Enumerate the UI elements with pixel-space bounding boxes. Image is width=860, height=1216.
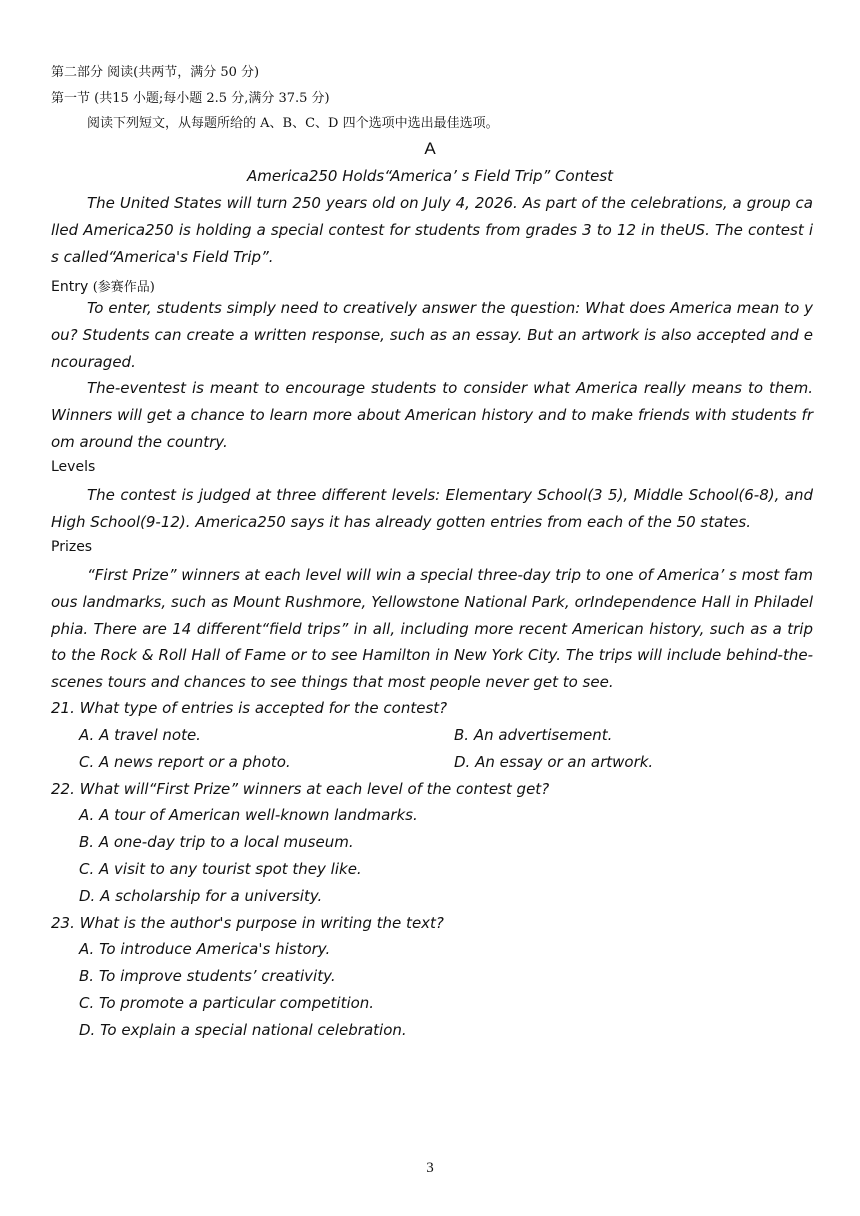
section-heading: 第一节 (共15 小题;每小题 2.5 分,满分 37.5 分): [51, 91, 330, 106]
question-21: 21. What type of entries is accepted for the contest?: [51, 699, 448, 717]
entry-heading-text: Entry: [51, 279, 89, 295]
q22-option-a[interactable]: A. A tour of American well-known landmarks.: [79, 806, 418, 824]
entry-paragraph-1: To enter, students simply need to creatively answer the question: What does America mean to you? Students can create a written response, such as an essay. But an artwork is also accepted and encouraged.: [51, 299, 813, 371]
entry-heading-cn: (参赛作品): [92, 280, 155, 295]
q21-option-a[interactable]: A. A travel note.: [79, 726, 201, 744]
question-23: 23. What is the author's purpose in writing the text?: [51, 914, 444, 932]
passage-letter: A: [424, 139, 436, 158]
q21-option-c[interactable]: C. A news report or a photo.: [79, 753, 291, 771]
levels-paragraph: The contest is judged at three different levels: Elementary School(3 5), Middle School(6-8), and High School(9-12). America250 says it has already gotten entries from each of the 50 states.: [51, 486, 813, 531]
prizes-paragraph: “First Prize” winners at each level will win a special three-day trip to one of America’ s most famous landmarks, such as Mount Rushmore, Yellowstone National Park, orIndependence Hall in Philadelphia. There are 14 different“field trips” in all, including more recent American history, such as a trip to the Rock & Roll Hall of Fame or to see Hamilton in New York City. The trips will include behind-the-scenes tours and chances to see things that most people never get to see.: [51, 566, 813, 692]
q23-option-d[interactable]: D. To explain a special national celebration.: [79, 1021, 407, 1039]
instructions: 阅读下列短文，从每题所给的 A、B、C、D 四个选项中选出最佳选项。: [87, 116, 499, 131]
entry-paragraph-2: The-eventest is meant to encourage students to consider what America really means to them. Winners will get a chance to learn more about American history and to make friends with students from around the country.: [51, 379, 813, 451]
q22-option-d[interactable]: D. A scholarship for a university.: [79, 887, 323, 905]
part-heading: 第二部分 阅读(共两节，满分 50 分): [51, 65, 260, 80]
q21-option-d[interactable]: D. An essay or an artwork.: [454, 753, 654, 771]
q21-option-b[interactable]: B. An advertisement.: [454, 726, 613, 744]
q23-option-c[interactable]: C. To promote a particular competition.: [79, 994, 375, 1012]
levels-heading: Levels: [51, 459, 96, 475]
page-number: 3: [426, 1160, 434, 1176]
q22-option-c[interactable]: C. A visit to any tourist spot they like.: [79, 860, 362, 878]
q22-option-b[interactable]: B. A one-day trip to a local museum.: [79, 833, 354, 851]
passage-title: America250 Holds“America’ s Field Trip” Contest: [246, 167, 614, 185]
entry-heading: [51, 276, 155, 295]
q23-option-a[interactable]: A. To introduce America's history.: [79, 940, 331, 958]
prizes-heading: Prizes: [51, 539, 93, 555]
intro-paragraph: The United States will turn 250 years old on July 4, 2026. As part of the celebrations, a group called America250 is holding a special contest for students from grades 3 to 12 in theUS. The contest is called“America's Field Trip”.: [51, 194, 813, 266]
q23-option-b[interactable]: B. To improve students’ creativity.: [79, 967, 336, 985]
question-22: 22. What will“First Prize” winners at each level of the contest get?: [51, 780, 550, 798]
